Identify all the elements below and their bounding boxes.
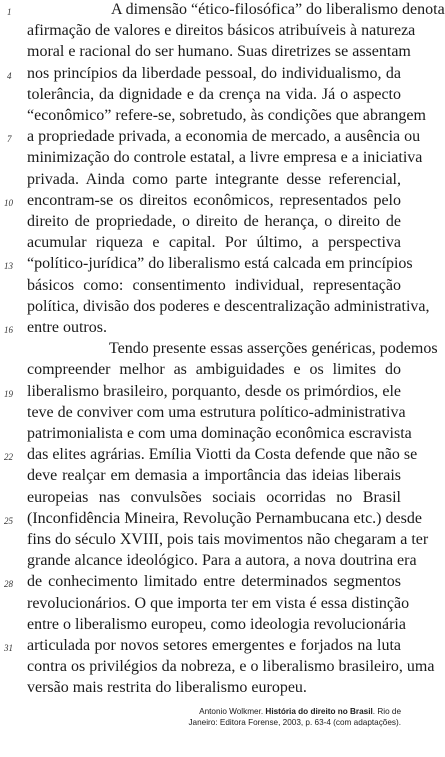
line-number: 22 [4,452,13,463]
text-line: contra os privilégios da nobreza, e o liberalismo brasileiro, uma [27,658,435,676]
text-line: teve de conviver com uma estrutura político-administrativa [27,403,406,421]
text-line: básicos como: consentimento individual, representação [27,276,401,294]
text-line: direito de propriedade, o direito de herança, o direito de [27,213,401,230]
source-publication-part-2: Janeiro: Editora Forense, 2003, p. 63-4 (com adaptações). [188,718,401,727]
text-line: europeias nas convulsões sociais ocorridas no Brasil [27,488,401,506]
text-line: A dimensão “ético-filosófica” do liberalismo denota [111,1,445,18]
text-line: entre outros. [27,319,107,336]
text-line: Tendo presente essas asserções genéricas, podemos [109,340,438,358]
text-line: liberalismo brasileiro, porquanto, desde os primórdios, ele [27,382,401,400]
line-number: 7 [7,134,12,145]
line-number: 13 [4,261,13,272]
text-line: tolerância, da dignidade e da crença na vida. Já o aspecto [27,85,401,103]
line-number: 1 [7,7,12,17]
text-line: “econômico” refere-se, sobretudo, às condições que abrangem [27,107,426,124]
source-title: História do direito no Brasil [265,707,373,716]
text-line: fins do século XVIII, pois tais movimentos não chegaram a ter [27,531,429,548]
text-line: de conhecimento limitado entre determinados segmentos [27,573,401,591]
text-line: entre o liberalismo europeu, como ideologia revolucionária [27,615,406,633]
line-number: 31 [4,643,13,653]
text-line: versão mais restrita do liberalismo europeu. [27,679,307,697]
text-line: revolucionários. O que importa ter em vista é essa distinção [27,594,410,612]
text-line: das elites agrárias. Emília Viotti da Costa defende que não se [27,446,418,464]
line-number: 25 [4,515,13,526]
line-number: 28 [4,579,13,590]
text-line: encontram-se os direitos econômicos, representados pelo [27,191,401,209]
text-line: acumular riqueza e capital. Por último, a perspectiva [27,234,401,252]
text-line: articulada por novos setores emergentes e forjados na luta [27,637,401,654]
line-number: 4 [7,70,12,81]
source-citation [171,706,401,728]
text-line: privada. Ainda como parte integrante desse referencial, [27,170,401,188]
text-line: deve realçar em demasia a importância das ideias liberais [27,467,401,485]
text-line: “político-jurídica” do liberalismo está calcada em princípios [27,255,413,273]
text-line: política, divisão dos poderes e descentralização administrativa, [27,297,430,315]
text-line: compreender melhor as ambiguidades e os limites do [27,361,401,379]
line-number: 10 [4,197,13,208]
text-line: patrimonialista e com uma dominação econômica escravista [27,425,412,442]
text-line: afirmação de valores e direitos básicos atribuíveis à natureza [27,22,416,40]
text-line: nos princípios da liberdade pessoal, do individualismo, da [27,64,401,82]
text-line: moral e racional do ser humano. Suas diretrizes se assentam [27,43,411,61]
text-line: minimização do controle estatal, a livre empresa e a iniciativa [27,149,423,167]
line-number: 19 [4,388,13,399]
text-line: (Inconfidência Mineira, Revolução Pernambucana etc.) desde [27,509,422,527]
text-line: a propriedade privada, a economia de mercado, a ausência ou [27,128,421,146]
line-number: 16 [4,325,13,335]
text-line: grande alcance ideológico. Para a autora, a nova doutrina era [27,552,417,570]
source-publication-part-1: . Rio de [372,707,401,716]
source-author: Antonio Wolkmer. [199,707,264,716]
